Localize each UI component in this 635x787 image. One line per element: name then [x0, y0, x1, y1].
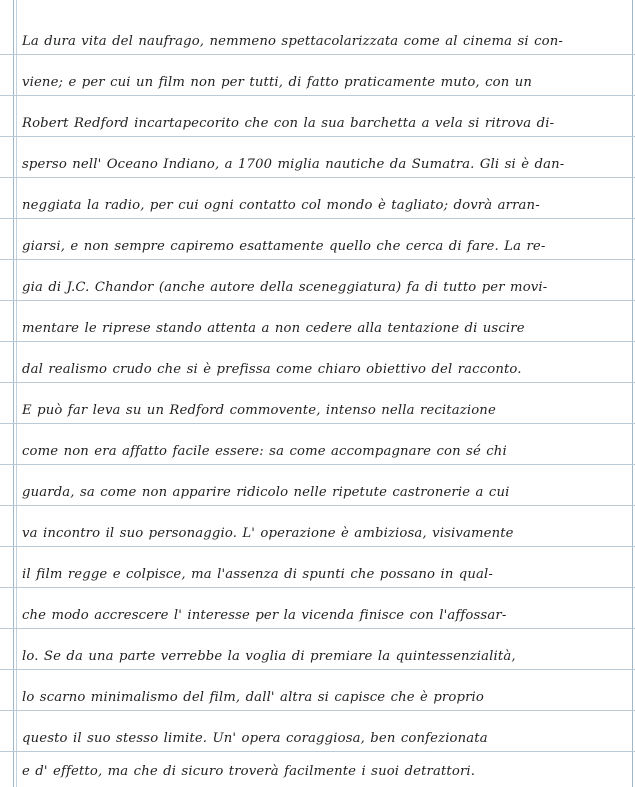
text-line: mentare le riprese stando attenta a non cedere alla tentazione di uscire: [22, 321, 525, 336]
text-line: giarsi, e non sempre capiremo esattamente quello che cerca di fare. La re-: [22, 239, 546, 254]
text-line: neggiata la radio, per cui ogni contatto col mondo è tagliato; dovrà arran-: [22, 198, 540, 213]
text-line: come non era affatto facile essere: sa come accompagnare con sé chi: [22, 444, 507, 459]
text-line: lo scarno minimalismo del film, dall' altra si capisce che è proprio: [22, 690, 484, 705]
text-line: questo il suo stesso limite. Un' opera coraggiosa, ben confezionata: [22, 731, 488, 746]
text-line: guarda, sa come non apparire ridicolo nelle ripetute castronerie a cui: [22, 485, 510, 500]
text-line: che modo accrescere l' interesse per la vicenda finisce con l'affossar-: [22, 608, 507, 623]
text-line: e d' effetto, ma che di sicuro troverà facilmente i suoi detrattori.: [22, 764, 476, 779]
text-line: il film regge e colpisce, ma l'assenza di spunti che possano in qual-: [22, 567, 494, 582]
text-line: lo. Se da una parte verrebbe la voglia di premiare la quintessenzialità,: [22, 649, 516, 664]
text-line: viene; e per cui un film non per tutti, di fatto praticamente muto, con un: [22, 75, 532, 90]
text-line: gia di J.C. Chandor (anche autore della sceneggiatura) fa di tutto per movi-: [22, 280, 548, 295]
text-line: E può far leva su un Redford commovente, intenso nella recitazione: [22, 403, 496, 418]
text-line: La dura vita del naufrago, nemmeno spettacolarizzata come al cinema si con-: [22, 34, 563, 49]
text-line: sperso nell' Oceano Indiano, a 1700 miglia nautiche da Sumatra. Gli si è dan-: [22, 157, 565, 172]
text-line: Robert Redford incartapecorito che con la sua barchetta a vela si ritrova di-: [22, 116, 555, 131]
text-line: va incontro il suo personaggio. L' operazione è ambiziosa, visivamente: [22, 526, 514, 541]
text-line: dal realismo crudo che si è prefissa come chiaro obiettivo del racconto.: [22, 362, 522, 377]
